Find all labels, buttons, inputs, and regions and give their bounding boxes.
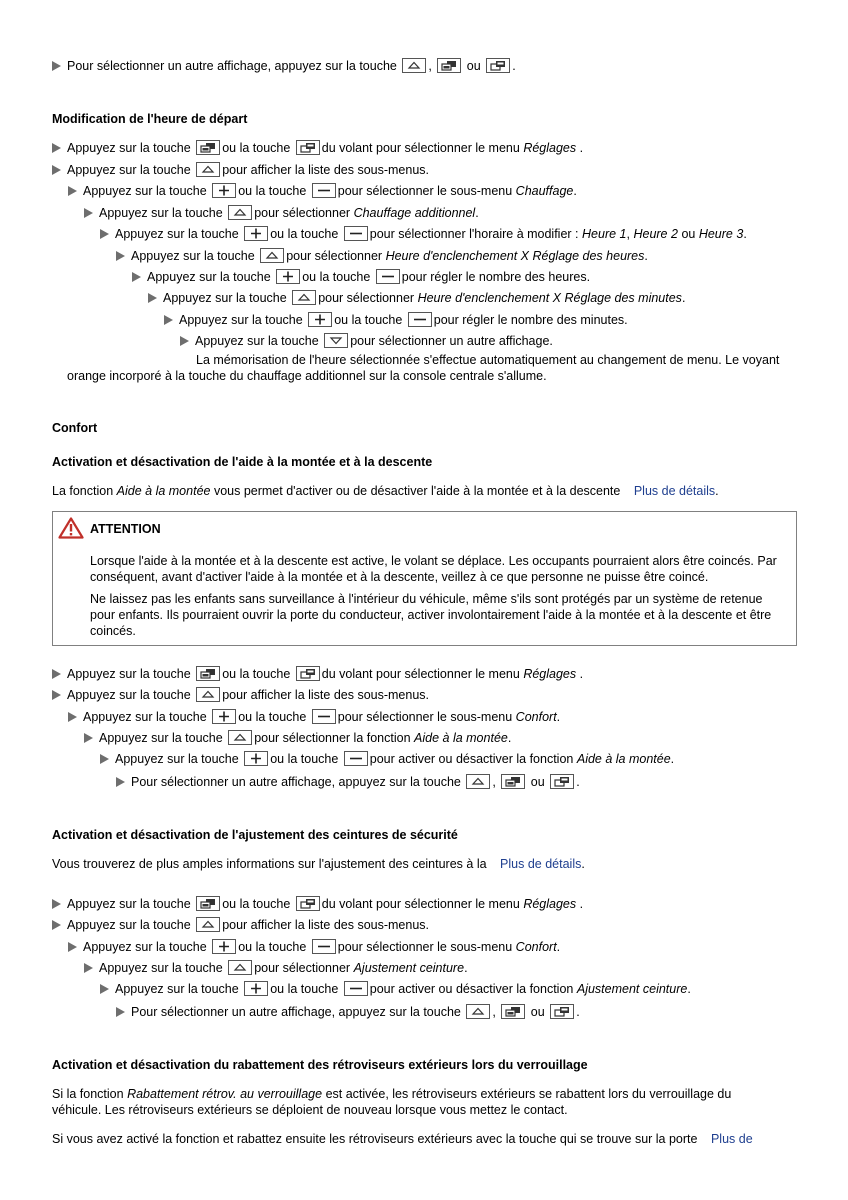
page-right-key-icon <box>550 1004 574 1019</box>
bullet-arrow-icon <box>100 229 109 239</box>
step-text: Appuyez sur la touche <box>67 141 191 155</box>
period: . <box>512 59 516 73</box>
period: . <box>475 206 479 220</box>
up-arrow-key-icon <box>196 917 220 932</box>
menu-name: Heure 1 <box>582 227 627 241</box>
bullet-arrow-icon <box>52 143 61 153</box>
page-left-key-icon <box>501 774 525 789</box>
section-heading-confort: Confort <box>52 421 98 435</box>
instruction-step <box>116 774 580 790</box>
step-text: pour sélectionner la fonction <box>254 731 411 745</box>
function-name: Aide à la montée <box>576 752 671 766</box>
menu-name: Heure 2 <box>633 227 678 241</box>
separator: , <box>492 775 496 789</box>
step-text: ou la touche <box>238 940 307 954</box>
page-left-key-icon <box>437 58 461 73</box>
bullet-arrow-icon <box>148 293 157 303</box>
minus-key-icon <box>312 183 336 198</box>
or-text: ou <box>466 59 481 73</box>
step-text: Appuyez sur la touche <box>99 206 223 220</box>
paragraph-text: est activée, les rétroviseurs extérieurs se rabattent lors du verrouillage du <box>325 1087 732 1101</box>
bullet-arrow-icon <box>52 165 61 175</box>
step-text: ou la touche <box>270 752 339 766</box>
instruction-step <box>132 269 590 285</box>
period: . <box>670 752 675 766</box>
bullet-arrow-icon <box>52 669 61 679</box>
minus-key-icon <box>408 312 432 327</box>
minus-key-icon <box>312 939 336 954</box>
step-text: pour sélectionner le sous-menu <box>337 940 513 954</box>
step-text: du volant pour sélectionner le menu <box>321 141 520 155</box>
bullet-arrow-icon <box>68 186 77 196</box>
paragraph-line: véhicule. Les rétroviseurs extérieurs se déploient de nouveau lorsque vous mettez le contact. <box>52 1103 568 1117</box>
instruction-step <box>52 140 583 156</box>
step-text: ou la touche <box>222 141 291 155</box>
plus-key-icon <box>276 269 300 284</box>
instruction-step <box>100 981 691 997</box>
more-details-link[interactable]: Plus de <box>710 1132 753 1146</box>
step-text: pour activer ou désactiver la fonction <box>369 752 574 766</box>
note-line: La mémorisation de l'heure sélectionnée s'effectue automatiquement au changement de menu. Le voyant <box>196 353 780 367</box>
instruction-step <box>52 917 429 933</box>
up-arrow-key-icon <box>228 960 252 975</box>
warning-paragraph: Ne laissez pas les enfants sans surveillance à l'intérieur du véhicule, même s'ils sont protégés par un système de retenue pour enfants. Ils pourraient ouvrir la porte du conducteur, activer involontairement l'aide à la montée et à la descente et être coincés. <box>90 592 772 638</box>
step-text: Appuyez sur la touche <box>163 291 287 305</box>
warning-box <box>52 511 797 646</box>
bullet-arrow-icon <box>68 942 77 952</box>
step-text: pour sélectionner <box>318 291 415 305</box>
step-text: Appuyez sur la touche <box>67 688 191 702</box>
down-arrow-key-icon <box>324 333 348 348</box>
step-text: pour sélectionner le sous-menu <box>337 184 513 198</box>
bullet-arrow-icon <box>84 733 93 743</box>
instruction-step <box>116 248 648 264</box>
period: . <box>576 1005 580 1019</box>
up-arrow-key-icon <box>260 248 284 263</box>
instruction-step <box>84 730 511 746</box>
page-right-key-icon <box>296 140 320 155</box>
step-text: Appuyez sur la touche <box>115 982 239 996</box>
step-text: ou la touche <box>222 667 291 681</box>
step-text: Appuyez sur la touche <box>99 961 223 975</box>
instruction-step <box>52 162 429 178</box>
minus-key-icon <box>344 751 368 766</box>
instruction-step <box>100 751 674 767</box>
menu-name: Heure 3 <box>698 227 744 241</box>
period: . <box>507 731 512 745</box>
step-text: ou la touche <box>238 184 307 198</box>
function-name: Ajustement ceinture <box>353 961 465 975</box>
menu-name: Réglages <box>523 897 577 911</box>
page-left-key-icon <box>196 140 220 155</box>
instruction-step <box>164 312 628 328</box>
function-name: Aide à la montée <box>116 484 211 498</box>
step-text: pour afficher la liste des sous-menus. <box>222 918 430 932</box>
plus-key-icon <box>212 709 236 724</box>
period: . <box>556 710 561 724</box>
step-text: pour sélectionner le sous-menu <box>337 710 513 724</box>
period: . <box>715 484 719 498</box>
page-right-key-icon <box>296 666 320 681</box>
or-text: ou <box>530 775 545 789</box>
paragraph <box>52 483 719 499</box>
step-text: Pour sélectionner un autre affichage, appuyez sur la touche <box>131 775 461 789</box>
instruction-step <box>84 205 479 221</box>
step-text: Appuyez sur la touche <box>131 249 255 263</box>
page-right-key-icon <box>550 774 574 789</box>
instruction-step <box>148 290 685 306</box>
period: . <box>644 249 648 263</box>
step-text: Appuyez sur la touche <box>67 163 191 177</box>
step-text: Appuyez sur la touche <box>99 731 223 745</box>
step-text: ou la touche <box>222 897 291 911</box>
step-text: Appuyez sur la touche <box>83 940 207 954</box>
instruction-step <box>52 896 583 912</box>
function-name: Ajustement ceinture <box>576 982 688 996</box>
plus-key-icon <box>244 981 268 996</box>
bullet-arrow-icon <box>84 208 93 218</box>
menu-name: Chauffage <box>515 184 574 198</box>
bullet-arrow-icon <box>116 777 125 787</box>
page-left-key-icon <box>196 666 220 681</box>
plus-key-icon <box>308 312 332 327</box>
menu-name: Confort <box>515 940 557 954</box>
step-text: Appuyez sur la touche <box>67 897 191 911</box>
bullet-arrow-icon <box>116 251 125 261</box>
step-text: du volant pour sélectionner le menu <box>321 897 520 911</box>
minus-key-icon <box>376 269 400 284</box>
minus-key-icon <box>344 226 368 241</box>
warning-triangle-icon <box>58 517 84 539</box>
instruction-step <box>68 183 577 199</box>
function-name: Aide à la montée <box>414 731 508 745</box>
step-text: pour sélectionner <box>254 961 351 975</box>
bullet-arrow-icon <box>132 272 141 282</box>
bullet-arrow-icon <box>52 61 61 71</box>
plus-key-icon <box>212 939 236 954</box>
bullet-arrow-icon <box>100 984 109 994</box>
step-text: Appuyez sur la touche <box>195 334 319 348</box>
or-text: ou <box>681 227 696 241</box>
bullet-arrow-icon <box>68 712 77 722</box>
menu-name: Confort <box>515 710 557 724</box>
bullet-arrow-icon <box>100 754 109 764</box>
minus-key-icon <box>312 709 336 724</box>
separator: , <box>626 227 630 241</box>
paragraph-line <box>52 1131 753 1147</box>
paragraph-text: Vous trouverez de plus amples informations sur l'ajustement des ceintures à la <box>52 857 487 871</box>
period: . <box>579 141 584 155</box>
page-right-key-icon <box>296 896 320 911</box>
note-line: orange incorporé à la touche du chauffage additionnel sur la console centrale s'allume. <box>67 369 547 383</box>
step-text: pour régler le nombre des heures. <box>401 270 591 284</box>
warning-paragraph: Lorsque l'aide à la montée et à la descente est active, le volant se déplace. Les occupants pourraient alors être coincés. Par conséquent, avant d'activer l'aide à la montée et à la descente, veillez à ce que personne ne puisse être coincé. <box>90 554 777 584</box>
up-arrow-key-icon <box>228 730 252 745</box>
page-right-key-icon <box>486 58 510 73</box>
step-text: ou la touche <box>302 270 371 284</box>
instruction-step <box>84 960 468 976</box>
subsection-heading-retro: Activation et désactivation du rabattement des rétroviseurs extérieurs lors du verrouillage <box>52 1058 588 1072</box>
period: . <box>579 667 584 681</box>
period: . <box>743 227 747 241</box>
instruction-step <box>116 1004 580 1020</box>
step-text: pour afficher la liste des sous-menus. <box>222 688 430 702</box>
step-text: pour afficher la liste des sous-menus. <box>222 163 430 177</box>
up-arrow-key-icon <box>402 58 426 73</box>
paragraph-text: La fonction <box>52 484 114 498</box>
period: . <box>573 184 577 198</box>
step-text: pour sélectionner <box>254 206 351 220</box>
separator: , <box>428 59 432 73</box>
function-name: Rabattement rétrov. au verrouillage <box>127 1087 323 1101</box>
subsection-heading-aide: Activation et désactivation de l'aide à la montée et à la descente <box>52 455 433 469</box>
warning-title: ATTENTION <box>90 522 161 536</box>
up-arrow-key-icon <box>292 290 316 305</box>
plus-key-icon <box>212 183 236 198</box>
step-text: ou la touche <box>334 313 403 327</box>
paragraph <box>52 856 585 872</box>
step-text: Pour sélectionner un autre affichage, appuyez sur la touche <box>131 1005 461 1019</box>
step-text: Appuyez sur la touche <box>179 313 303 327</box>
instruction-step <box>100 226 747 242</box>
up-arrow-key-icon <box>466 1004 490 1019</box>
step-text: pour régler le nombre des minutes. <box>433 313 628 327</box>
step-text: Appuyez sur la touche <box>115 752 239 766</box>
step-text: ou la touche <box>238 710 307 724</box>
menu-name: Chauffage additionnel <box>353 206 476 220</box>
bullet-arrow-icon <box>180 336 189 346</box>
minus-key-icon <box>344 981 368 996</box>
bullet-arrow-icon <box>84 963 93 973</box>
step-text: pour sélectionner un autre affichage. <box>350 334 553 348</box>
menu-name: Réglages <box>523 141 577 155</box>
step-text: pour sélectionner l'horaire à modifier : <box>369 227 579 241</box>
step-text: Appuyez sur la touche <box>83 184 207 198</box>
up-arrow-key-icon <box>196 162 220 177</box>
period: . <box>464 961 468 975</box>
step-text: ou la touche <box>270 982 339 996</box>
menu-name: Heure d'enclenchement X Réglage des heures <box>385 249 645 263</box>
bullet-arrow-icon <box>52 920 61 930</box>
more-details-link[interactable]: Plus de détails <box>500 857 582 871</box>
step-text: pour activer ou désactiver la fonction <box>369 982 574 996</box>
step-text: Appuyez sur la touche <box>83 710 207 724</box>
period: . <box>579 897 584 911</box>
paragraph-line <box>52 1086 731 1102</box>
more-details-link[interactable]: Plus de détails <box>633 484 716 498</box>
bullet-arrow-icon <box>116 1007 125 1017</box>
paragraph-text: Si la fonction <box>52 1087 124 1101</box>
section-heading-heure: Modification de l'heure de départ <box>52 112 248 126</box>
instruction-step <box>68 709 560 725</box>
up-arrow-key-icon <box>466 774 490 789</box>
plus-key-icon <box>244 751 268 766</box>
separator: , <box>492 1005 496 1019</box>
period: . <box>576 775 580 789</box>
step-text: Appuyez sur la touche <box>67 918 191 932</box>
paragraph-text: vous permet d'activer ou de désactiver l'aide à la montée et à la descente <box>213 484 621 498</box>
instruction-step <box>68 939 560 955</box>
period: . <box>581 857 585 871</box>
bullet-arrow-icon <box>52 899 61 909</box>
period: . <box>556 940 561 954</box>
step-text: Appuyez sur la touche <box>147 270 271 284</box>
step-text: Pour sélectionner un autre affichage, appuyez sur la touche <box>67 59 397 73</box>
subsection-heading-ceinture: Activation et désactivation de l'ajustement des ceintures de sécurité <box>52 828 458 842</box>
page-left-key-icon <box>501 1004 525 1019</box>
up-arrow-key-icon <box>228 205 252 220</box>
step-text: Appuyez sur la touche <box>115 227 239 241</box>
up-arrow-key-icon <box>196 687 220 702</box>
step-text: pour sélectionner <box>286 249 383 263</box>
or-text: ou <box>530 1005 545 1019</box>
paragraph-text: Si vous avez activé la fonction et rabattez ensuite les rétroviseurs extérieurs avec la touche qui se trouve sur la porte <box>52 1132 698 1146</box>
instruction-step <box>52 666 583 682</box>
page-left-key-icon <box>196 896 220 911</box>
bullet-arrow-icon <box>164 315 173 325</box>
menu-name: Heure d'enclenchement X Réglage des minutes <box>417 291 682 305</box>
bullet-arrow-icon <box>52 690 61 700</box>
instruction-step <box>52 687 429 703</box>
period: . <box>687 982 691 996</box>
step-text: ou la touche <box>270 227 339 241</box>
instruction-step <box>180 333 553 349</box>
period: . <box>681 291 686 305</box>
menu-name: Réglages <box>523 667 577 681</box>
step-text: Appuyez sur la touche <box>67 667 191 681</box>
plus-key-icon <box>244 226 268 241</box>
instruction-step <box>52 58 516 74</box>
step-text: du volant pour sélectionner le menu <box>321 667 520 681</box>
